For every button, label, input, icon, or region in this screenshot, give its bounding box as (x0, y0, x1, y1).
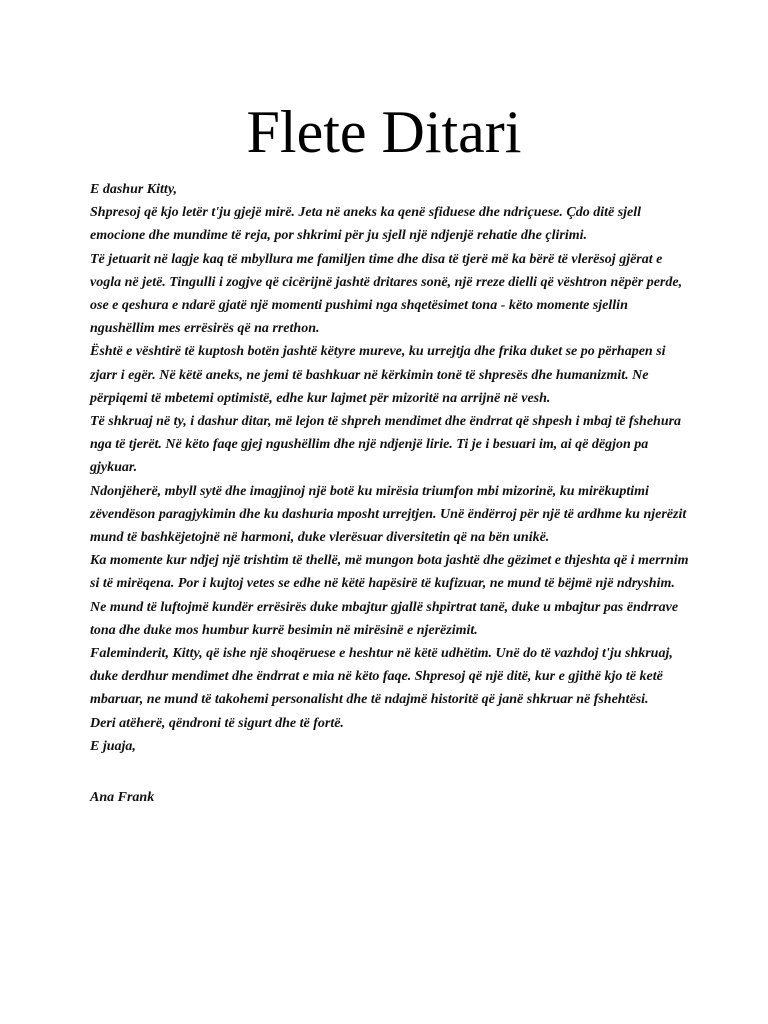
letter-paragraph: Ka momente kur ndjej një trishtim të thellë, më mungon bota jashtë dhe gëzimet e thjeshta që i merrnim si të mirëqena. Por i kujtoj vetes se edhe në këtë hapësirë të kufizuar, ne mund të bëjmë një ndryshim. Ne mund të luftojmë kundër errësirës duke mbajtur gjallë shpirtrat tanë, duke u mbajtur pas ëndrrave tona dhe duke mos humbur kurrë besimin në mirësinë e njerëzimit. (90, 553, 689, 638)
letter-paragraph: Ndonjëherë, mbyll sytë dhe imagjinoj një botë ku mirësia triumfon mbi mizorinë, ku mirëkuptimi zëvendëson paragjykimin dhe ku dashuria mposht urrejtjen. Unë ëndërroj për një të ardhme ku njerëzit mund të bashkëjetojnë në harmoni, duke vlerësuar diversitetin që na bën unikë. (90, 483, 687, 546)
letter-paragraph: Shpresoj që kjo letër t'ju gjejë mirë. Jeta në aneks ka qenë sfiduese dhe ndriçuese. Çdo ditë sjell emocione dhe mundime të reja, por shkrimi për ju sjell një ndjenjë rehatie dhe çlirimi. (90, 205, 642, 244)
document-title: Flete Ditari (246, 99, 522, 165)
letter-paragraph: Deri atëherë, qëndroni të sigurt dhe të fortë. (90, 715, 344, 731)
letter-paragraph: E dashur Kitty, (90, 182, 178, 197)
letter-paragraph: Të shkruaj në ty, i dashur ditar, më lejon të shpreh mendimet dhe ëndrrat që shpesh i mbaj të fshehura nga të tjerët. Në këto faqe gjej ngushëllim dhe një ndjenjë lirie. Ti je i besuari im, ai që dëgjon pa gjykuar. (90, 414, 682, 476)
letter-paragraph: Është e vështirë të kuptosh botën jashtë këtyre mureve, ku urrejtja dhe frika duket se po përhapen si zjarr i egër. Në këtë aneks, ne jemi të bashkuar në kërkimin tonë të shpresës dhe humanizmit. Ne përpiqemi të mbetemi optimistë, edhe kur lajmet për mizoritë na arrijnë në vesh. (90, 344, 666, 406)
letter-closing: E juaja, (90, 738, 136, 754)
letter-body (90, 178, 690, 758)
letter-paragraph: Faleminderit, Kitty, që ishe një shoqëruese e heshtur në këtë udhëtim. Unë do të vazhdoj t'ju shkruaj, duke derdhur mendimet dhe ëndrrat e mia në këto faqe. Shpresoj që një ditë, kur e gjithë kjo të ketë mbaruar, ne mund të takohemi personalisht dhe të ndajmë historitë që janë shkruar në fshehtësi. (90, 646, 673, 708)
letter-paragraph: Të jetuarit në lagje kaq të mbyllura me familjen time dhe disa të tjerë më ka bërë të vlerësoj gjërat e vogla në jetë. Tingulli i zogjve që cicërijnë jashtë dritares sonë, një rreze dielli që vështron nëpër perde, ose e qeshura e ndarë gjatë një momenti pushimi nga shqetësimet tona - këto momente sjellin ngushëllim mes errësirës që na rrethon. (90, 251, 683, 337)
letter-signature: Ana Frank (90, 790, 155, 805)
